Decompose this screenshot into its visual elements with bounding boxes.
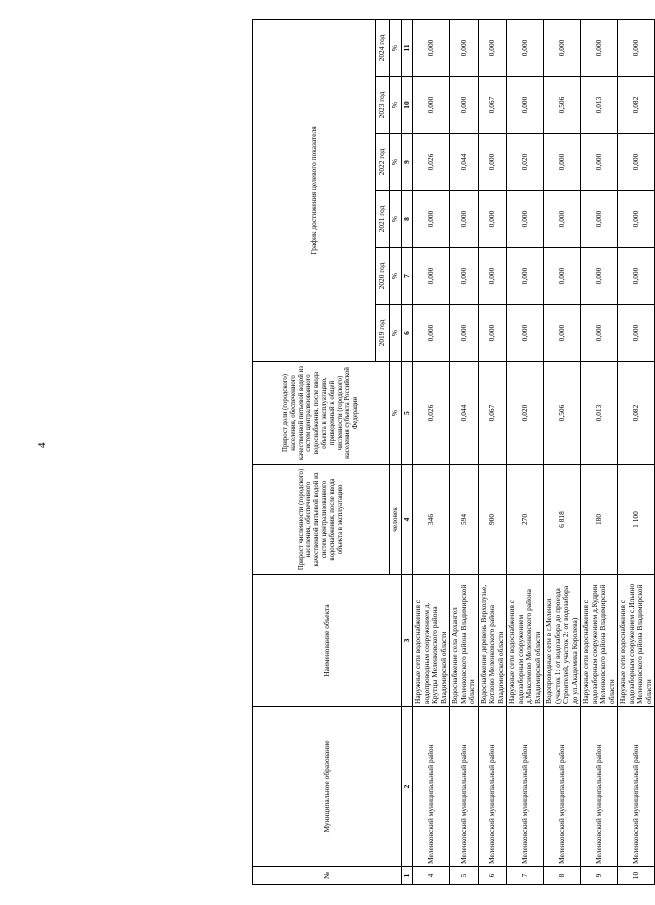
value-2022-cell: 0,026 — [413, 134, 450, 191]
table-row — [618, 19, 655, 884]
value-2024-cell: 0,000 — [618, 19, 655, 76]
value-2021-cell: 0,000 — [450, 191, 479, 248]
population-growth-cell: 270 — [507, 465, 544, 575]
value-2019-cell: 0,000 — [413, 305, 450, 362]
population-growth-cell: 180 — [581, 465, 618, 575]
value-2020-cell: 0,000 — [618, 248, 655, 305]
value-2024-cell: 0,000 — [413, 19, 450, 76]
header-schedule: График достижения целевого показателя — [253, 19, 376, 361]
unit-2020: % — [390, 248, 402, 305]
share-growth-cell: 0,067 — [478, 362, 507, 465]
unit-share: % — [390, 362, 402, 465]
table-row — [507, 19, 544, 884]
municipality-cell: Меленковский муниципальный район — [507, 707, 544, 867]
value-2020-cell: 0,000 — [581, 248, 618, 305]
unit-2024: % — [390, 19, 402, 76]
value-2021-cell: 0,000 — [544, 191, 581, 248]
value-2023-cell: 0,000 — [507, 77, 544, 134]
page-number: 4 — [36, 442, 48, 448]
object-name-cell: Наружные сети водоснабжения с водозаборным сооружением с.Ильино Меленковского района Владимирской области — [618, 575, 655, 707]
value-2022-cell: 0,000 — [478, 134, 507, 191]
object-name-cell: Водоснабжение села Архангел Меленковского района Владимирской области — [450, 575, 479, 707]
object-name-cell: Наружные сети водоснабжения с водопроводным сооружением д. Крутцы Меленковского района Владимирской области — [413, 575, 450, 707]
value-2020-cell: 0,000 — [507, 248, 544, 305]
value-2021-cell: 0,000 — [507, 191, 544, 248]
row-number: 10 — [618, 867, 655, 885]
col-number: 6 — [401, 305, 413, 362]
value-2023-cell: 0,000 — [450, 77, 479, 134]
value-2020-cell: 0,000 — [413, 248, 450, 305]
col-number: 2 — [401, 707, 413, 867]
table-row — [478, 19, 507, 884]
population-growth-cell: 346 — [413, 465, 450, 575]
value-2023-cell: 0,013 — [581, 77, 618, 134]
table-row — [581, 19, 618, 884]
rotated-table-container — [252, 20, 653, 885]
column-number-row — [401, 19, 413, 884]
value-2023-cell: 0,067 — [478, 77, 507, 134]
municipality-cell: Меленковский муниципальный район — [544, 707, 581, 867]
unit-2022: % — [390, 134, 402, 191]
object-name-cell: Наружные сети водоснабжения с водозаборным сооружением д.Максимово Меленковского района Владимирской области — [507, 575, 544, 707]
header-year-2019: 2019 год — [376, 305, 390, 362]
col-number: 5 — [401, 362, 413, 465]
col-number: 3 — [401, 575, 413, 707]
col-number: 8 — [401, 191, 413, 248]
value-2019-cell: 0,000 — [581, 305, 618, 362]
unit-2023: % — [390, 77, 402, 134]
header-year-2022: 2022 год — [376, 134, 390, 191]
row-number: 8 — [544, 867, 581, 885]
col-number: 11 — [401, 19, 413, 76]
col-number: 7 — [401, 248, 413, 305]
value-2023-cell: 0,506 — [544, 77, 581, 134]
header-share-growth: Прирост доли (городского) населения, обеспеченного качественной питьевой водой из систем централизованного водоснабжения, после ввода объекта в эксплуатацию, приведенный к общей численности (городского) населения субъекта Российской Федерации — [253, 362, 390, 465]
value-2020-cell: 0,000 — [544, 248, 581, 305]
header-year-2024: 2024 год — [376, 19, 390, 76]
municipality-cell: Меленковский муниципальный район — [478, 707, 507, 867]
value-2019-cell: 0,000 — [478, 305, 507, 362]
unit-2019: % — [390, 305, 402, 362]
value-2019-cell: 0,000 — [544, 305, 581, 362]
municipality-cell: Меленковский муниципальный район — [618, 707, 655, 867]
header-num: № — [253, 867, 402, 885]
row-number: 9 — [581, 867, 618, 885]
value-2022-cell: 0,000 — [618, 134, 655, 191]
value-2022-cell: 0,020 — [507, 134, 544, 191]
target-indicator-table — [252, 19, 655, 885]
value-2024-cell: 0,000 — [478, 19, 507, 76]
value-2023-cell: 0,000 — [413, 77, 450, 134]
municipality-cell: Меленковский муниципальный район — [581, 707, 618, 867]
unit-people: человек — [390, 465, 402, 575]
value-2022-cell: 0,000 — [581, 134, 618, 191]
value-2019-cell: 0,000 — [450, 305, 479, 362]
header-object-name: Наименование объекта — [253, 575, 402, 707]
value-2021-cell: 0,000 — [413, 191, 450, 248]
municipality-cell: Меленковский муниципальный район — [413, 707, 450, 867]
value-2019-cell: 0,000 — [507, 305, 544, 362]
share-growth-cell: 0,506 — [544, 362, 581, 465]
row-number: 7 — [507, 867, 544, 885]
header-year-2023: 2023 год — [376, 77, 390, 134]
col-number: 1 — [401, 867, 413, 885]
share-growth-cell: 0,013 — [581, 362, 618, 465]
object-name-cell: Водопроводные сети в г.Меленки (участок 1: от водозабора до проезда Строителей, участок 2: от водозабора до ул.Академика Королева) — [544, 575, 581, 707]
table-row — [413, 19, 450, 884]
value-2022-cell: 0,000 — [544, 134, 581, 191]
share-growth-cell: 0,020 — [507, 362, 544, 465]
share-growth-cell: 0,026 — [413, 362, 450, 465]
value-2022-cell: 0,044 — [450, 134, 479, 191]
population-growth-cell: 1 100 — [618, 465, 655, 575]
population-growth-cell: 594 — [450, 465, 479, 575]
value-2023-cell: 0,082 — [618, 77, 655, 134]
object-name-cell: Наружные сети водоснабжения с водозаборным сооружением д.Кудрин Меленковского района Владимирской области — [581, 575, 618, 707]
col-number: 10 — [401, 77, 413, 134]
header-population-growth: Прирост численности (городского) населения, обеспеченного качественной питьевой водой из систем централизованного водоснабжения, после ввода объекта в эксплуатацию — [253, 465, 390, 575]
header-year-2020: 2020 год — [376, 248, 390, 305]
header-year-2021: 2021 год — [376, 191, 390, 248]
value-2024-cell: 0,000 — [544, 19, 581, 76]
value-2021-cell: 0,000 — [618, 191, 655, 248]
row-number: 4 — [413, 867, 450, 885]
value-2019-cell: 0,000 — [618, 305, 655, 362]
table-row — [544, 19, 581, 884]
value-2024-cell: 0,000 — [581, 19, 618, 76]
population-growth-cell: 6 818 — [544, 465, 581, 575]
value-2021-cell: 0,000 — [581, 191, 618, 248]
value-2024-cell: 0,000 — [450, 19, 479, 76]
share-growth-cell: 0,082 — [618, 362, 655, 465]
population-growth-cell: 900 — [478, 465, 507, 575]
col-number: 4 — [401, 465, 413, 575]
share-growth-cell: 0,044 — [450, 362, 479, 465]
header-municipality: Муниципальное образование — [253, 707, 402, 867]
value-2021-cell: 0,000 — [478, 191, 507, 248]
value-2024-cell: 0,000 — [507, 19, 544, 76]
row-number: 6 — [478, 867, 507, 885]
value-2020-cell: 0,000 — [478, 248, 507, 305]
row-number: 5 — [450, 867, 479, 885]
value-2020-cell: 0,000 — [450, 248, 479, 305]
table-row — [450, 19, 479, 884]
col-number: 9 — [401, 134, 413, 191]
municipality-cell: Меленковский муниципальный район — [450, 707, 479, 867]
object-name-cell: Водоснабжение деревень Верхолузье, Котлово Меленковского района Владимирской области — [478, 575, 507, 707]
unit-2021: % — [390, 191, 402, 248]
